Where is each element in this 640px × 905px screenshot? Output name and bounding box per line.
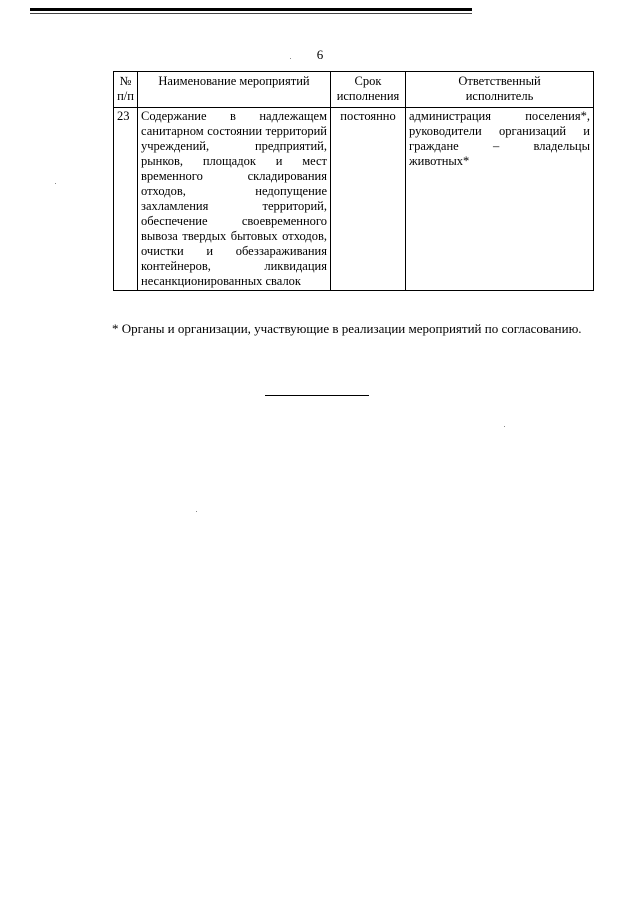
scan-speck — [55, 183, 56, 184]
row-num: 23 — [114, 108, 138, 291]
page-number: 6 — [316, 47, 324, 62]
header-term — [331, 72, 406, 108]
header-num-line1: № — [119, 74, 132, 88]
scan-speck — [196, 511, 197, 512]
header-name — [138, 72, 331, 108]
header-term-line1: Срок — [354, 74, 382, 88]
header-responsible — [406, 72, 594, 108]
footnote: * Органы и организации, участвующие в реализации мероприятий по согласованию. — [112, 321, 582, 336]
measures-table — [113, 71, 594, 291]
table-row — [114, 108, 594, 291]
header-num — [114, 72, 138, 108]
table-header-row — [114, 72, 594, 108]
scan-speck — [290, 58, 291, 59]
row-name: Содержание в надлежащем санитарном состоянии территорий учреждений, предприятий, рынков, площадок и мест временного складирования отходов, недопущение захламления территорий, обеспечение своевременного вывоза твердых бытовых отходов, очистки и обеззараживания контейнеров, ликвидация несанкционированных свалок — [138, 108, 331, 291]
scan-speck — [504, 426, 505, 427]
header-resp-line2: исполнитель — [465, 89, 534, 103]
top-rule — [30, 8, 472, 11]
header-num-line2: п/п — [117, 89, 134, 103]
top-rule-thin — [30, 13, 472, 14]
header-resp-line1: Ответственный — [458, 74, 541, 88]
row-responsible: администрация поселения*, руководители организаций и граждане – владельцы животных* — [406, 108, 594, 291]
end-rule — [265, 395, 369, 396]
header-name-text: Наименование мероприятий — [158, 74, 310, 88]
header-term-line2: исполнения — [336, 89, 400, 103]
row-term: постоянно — [331, 108, 406, 291]
